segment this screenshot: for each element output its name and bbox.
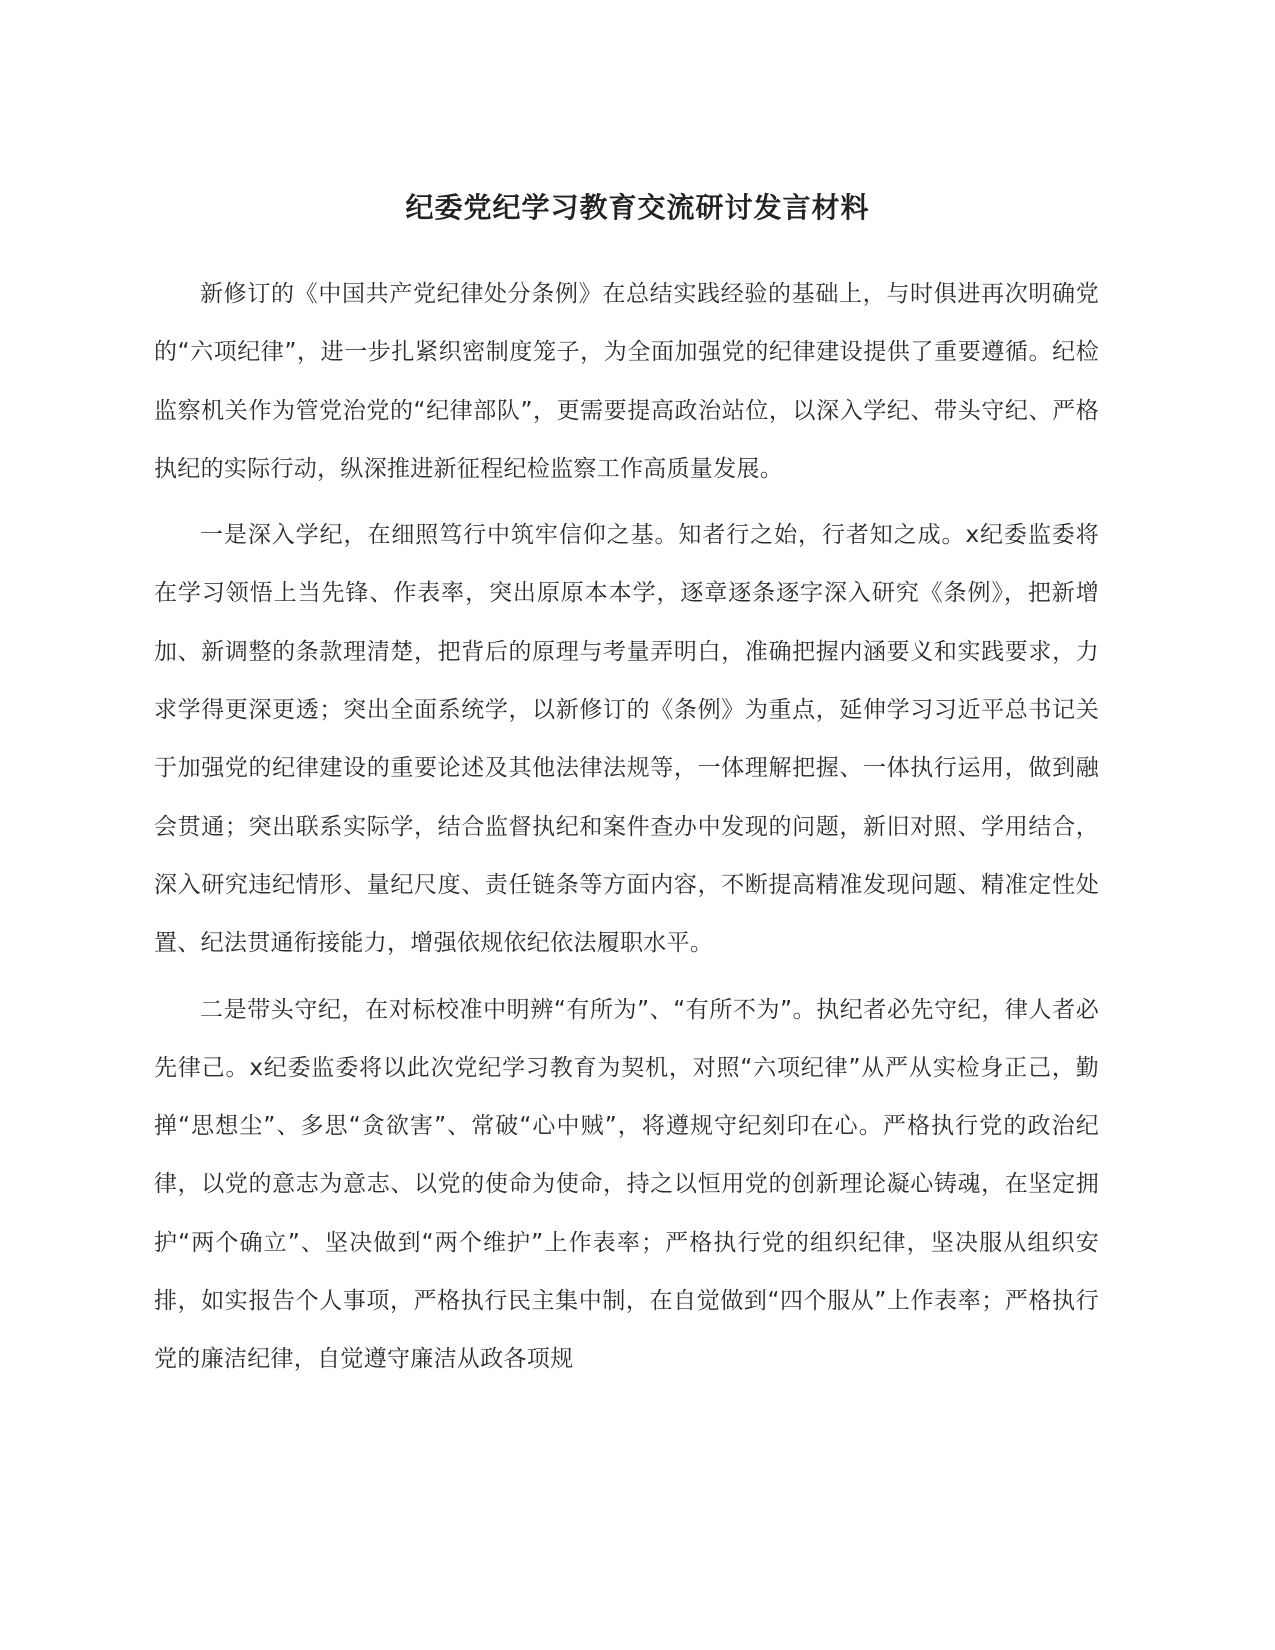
paragraph-point-one: 一是深入学纪，在细照笃行中筑牢信仰之基。知者行之始，行者知之成。x纪委监委将在学习领悟上当先锋、作表率，突出原原本本学，逐章逐条逐字深入研究《条例》，把新增加、新调整的条款理清楚，把背后的原理与考量弄明白，准确把握内涵要义和实践要求，力求学得更深更透；突出全面系统学，以新修订的《条例》为重点，延伸学习习近平总书记关于加强党的纪律建设的重要论述及其他法律法规等，一体理解把握、一体执行运用，做到融会贯通；突出联系实际学，结合监督执纪和案件查办中发现的问题，新旧对照、学用结合，深入研究违纪情形、量纪尺度、责任链条等方面内容，不断提高精准发现问题、精准定性处置、纪法贯通衔接能力，增强依规依纪依法履职水平。 [154, 522, 1099, 957]
document-body [154, 265, 1099, 1397]
paragraph-point-two: 二是带头守纪，在对标校准中明辨“有所为”、“有所不为”。执纪者必先守纪，律人者必先律己。x纪委监委将以此次党纪学习教育为契机，对照“六项纪律”从严从实检身正己，勤掸“思想尘”、多思“贪欲害”、常破“心中贼”，将遵规守纪刻印在心。严格执行党的政治纪律，以党的意志为意志、以党的使命为使命，持之以恒用党的创新理论凝心铸魂，在坚定拥护“两个确立”、坚决做到“两个维护”上作表率；严格执行党的组织纪律，坚决服从组织安排，如实报告个人事项，严格执行民主集中制，在自觉做到“四个服从”上作表率；严格执行党的廉洁纪律，自觉遵守廉洁从政各项规 [154, 996, 1099, 1373]
document-title: 纪委党纪学习教育交流研讨发言材料 [405, 191, 870, 224]
paragraph-intro: 新修订的《中国共产党纪律处分条例》在总结实践经验的基础上，与时俱进再次明确党的“六项纪律”，进一步扎紧织密制度笼子，为全面加强党的纪律建设提供了重要遵循。纪检监察机关作为管党治党的“纪律部队”，更需要提高政治站位，以深入学纪、带头守纪、严格执纪的实际行动，纵深推进新征程纪检监察工作高质量发展。 [154, 281, 1099, 482]
